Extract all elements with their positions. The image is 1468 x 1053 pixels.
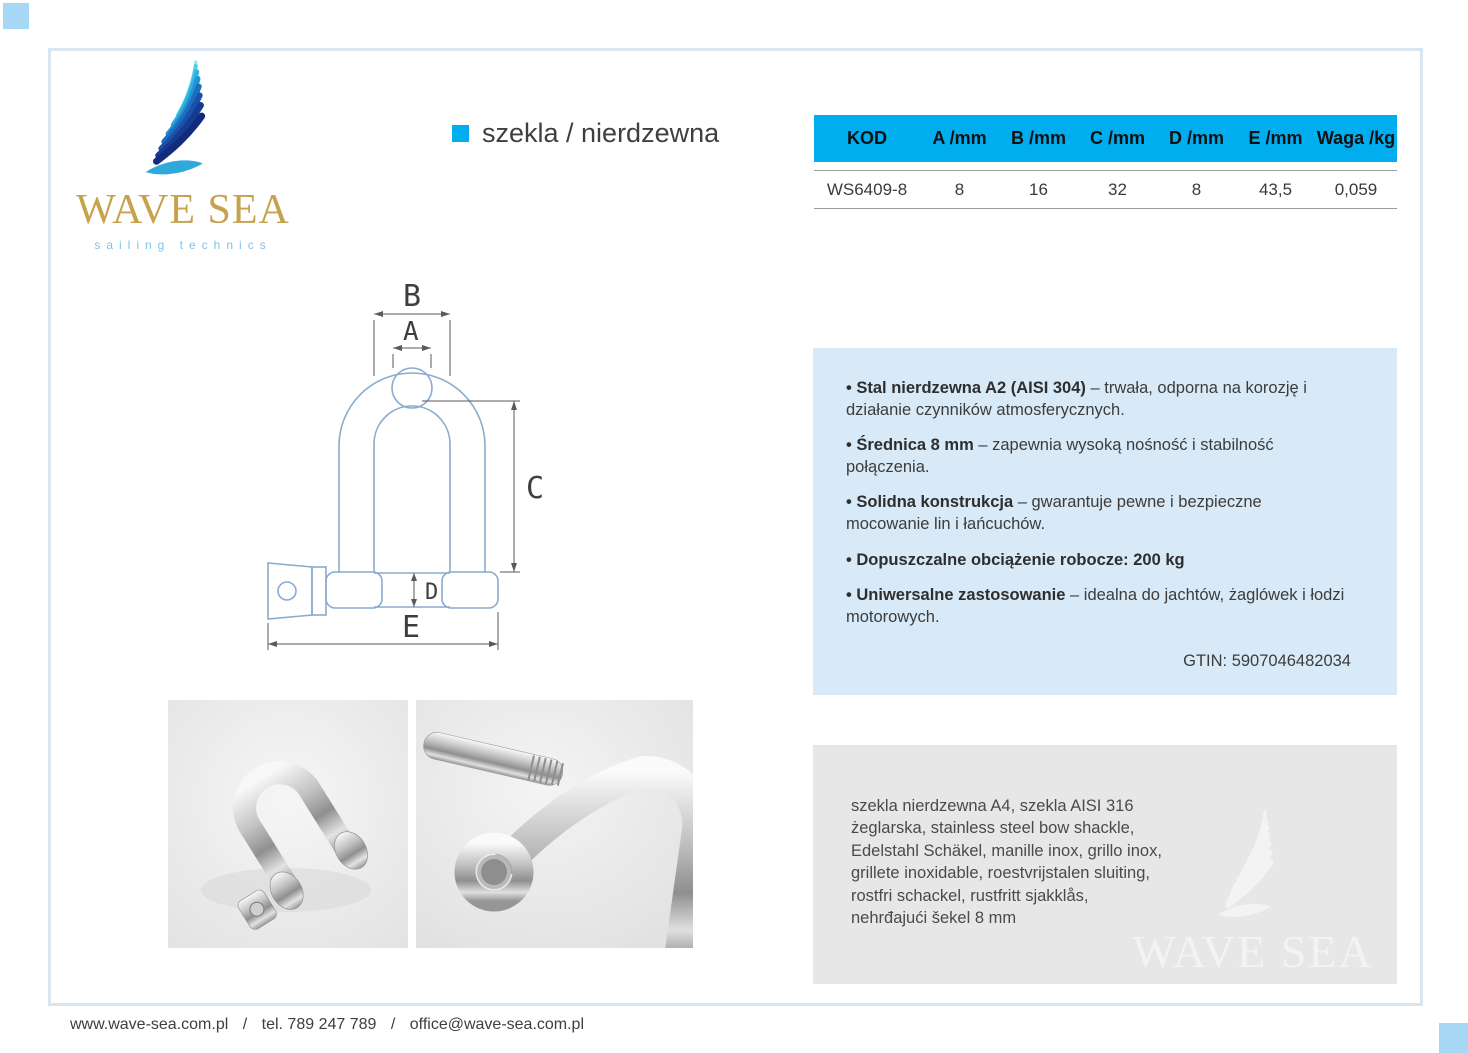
- footer-separator: /: [390, 1016, 396, 1033]
- product-title: [452, 118, 719, 149]
- dim-label-a: A: [403, 317, 419, 347]
- corner-square-top-left: [3, 3, 29, 29]
- shackle-closeup-illustration: [416, 700, 693, 948]
- keywords-text: szekla nierdzewna A4, szekla AISI 316 żeglarska, stainless steel bow shackle, Edelstahl Schäkel, manille inox, grillo inox, grillete inoxidable, roestvrijstalen sluiting, rostfri schackel, rustfritt sjakklås, nehrđajući šekel 8 mm: [851, 797, 1162, 928]
- dim-label-d: D: [425, 580, 439, 605]
- cell-kod: WS6409-8: [826, 179, 908, 199]
- feature-item: • Uniwersalne zastosowanie – idealna do jachtów, żaglówek i łodzi motorowych.: [846, 586, 1345, 626]
- product-title-text: szekla / nierdzewna: [482, 118, 720, 148]
- feature-item: • Solidna konstrukcja – gwarantuje pewne i bezpieczne mocowanie lin i łańcuchów.: [846, 493, 1262, 534]
- col-header-c: C /mm: [1089, 128, 1145, 148]
- brand-name: WAVE SEA: [76, 187, 290, 233]
- col-header-e: E /mm: [1248, 128, 1303, 148]
- cell-a: 8: [954, 179, 965, 199]
- cell-e: 43,5: [1258, 179, 1293, 199]
- col-header-d: D /mm: [1168, 128, 1224, 148]
- gtin-code: GTIN: 5907046482034: [1183, 652, 1351, 670]
- col-header-waga: Waga /kg: [1316, 128, 1396, 148]
- cell-b: 16: [1029, 179, 1048, 199]
- footer-contact: [70, 1016, 584, 1034]
- dim-label-b: B: [403, 279, 422, 314]
- keywords-panel: [813, 745, 1397, 984]
- watermark-logo: [1115, 806, 1391, 978]
- cell-waga: 0,059: [1334, 179, 1378, 199]
- col-header-b: B /mm: [1010, 128, 1066, 148]
- brand-tagline: sailing technics: [94, 238, 272, 252]
- footer-email: office@wave-sea.com.pl: [409, 1016, 585, 1033]
- bullet-square-icon: [452, 125, 469, 142]
- product-photo-shackle: [168, 700, 408, 948]
- col-header-a: A /mm: [932, 128, 987, 148]
- features-panel: [813, 348, 1397, 695]
- feature-item: • Dopuszczalne obciążenie robocze: 200 kg: [846, 550, 1185, 569]
- sail-icon: [133, 56, 233, 184]
- dim-label-e: E: [402, 610, 421, 645]
- col-header-kod: KOD: [847, 128, 887, 148]
- footer-website: www.wave-sea.com.pl: [70, 1016, 229, 1033]
- feature-item: • Stal nierdzewna A2 (AISI 304) – trwała, odporna na korozję i działanie czynników atmosferycznych.: [846, 379, 1307, 419]
- cell-d: 8: [1191, 179, 1202, 199]
- product-photo-closeup: [416, 700, 693, 948]
- footer-phone: tel. 789 247 789: [261, 1016, 377, 1033]
- spec-table: [814, 115, 1397, 209]
- watermark-brand-name: WAVE SEA: [1132, 926, 1374, 977]
- technical-drawing: [262, 276, 562, 668]
- corner-square-bottom-right: [1439, 1023, 1468, 1053]
- cell-c: 32: [1108, 179, 1127, 199]
- footer-separator: /: [242, 1016, 248, 1033]
- brand-logo: [70, 56, 296, 252]
- shackle-photo-illustration: [168, 700, 408, 948]
- dim-label-c: C: [526, 471, 545, 506]
- watermark-sail-icon: [1207, 806, 1299, 926]
- spec-table-header: [814, 115, 1397, 162]
- table-row: [814, 170, 1397, 209]
- feature-item: • Średnica 8 mm – zapewnia wysoką nośność i stabilność połączenia.: [846, 436, 1274, 476]
